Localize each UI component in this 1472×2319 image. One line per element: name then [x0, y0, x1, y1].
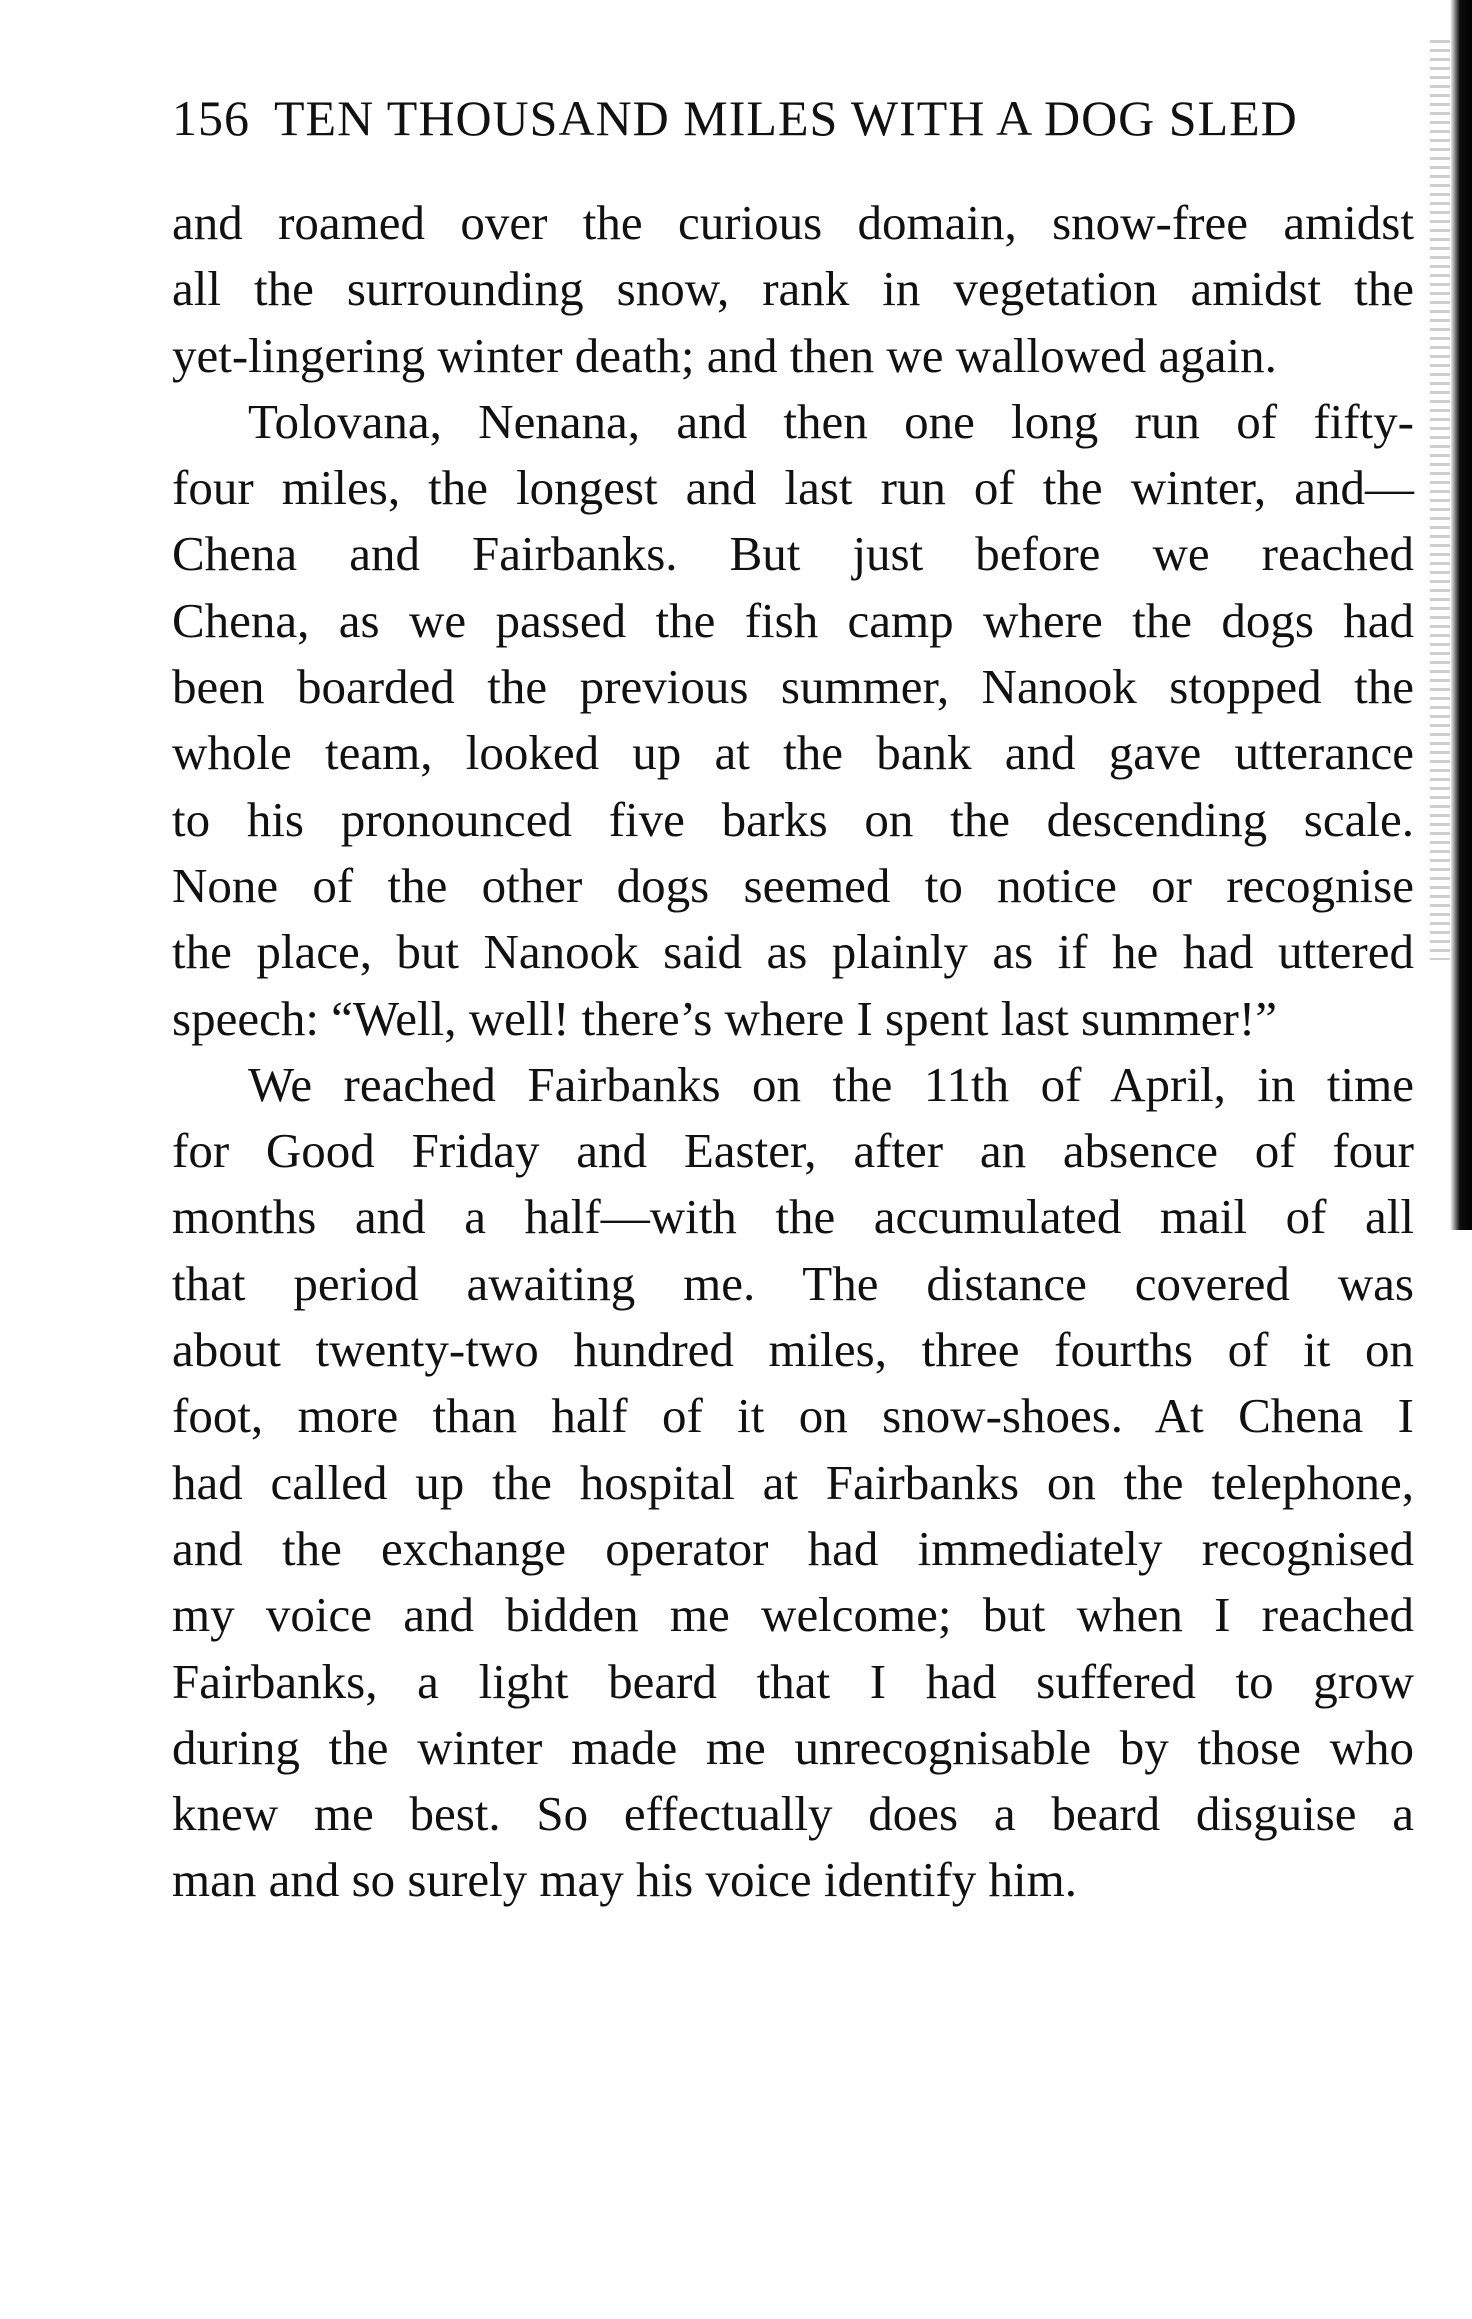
text-line: Fairbanks, a light beard that I had suffered to grow	[172, 1653, 1414, 1709]
text-line: and roamed over the curious domain, snow-free amidst	[172, 195, 1414, 250]
text-line: yet-lingering winter death; and then we wallowed again.	[172, 327, 1277, 383]
text-line: during the winter made me unrecognisable by those who	[172, 1719, 1414, 1775]
text-line: foot, more than half of it on snow-shoes. At Chena I	[172, 1388, 1414, 1444]
text-line: the place, but Nanook said as plainly as if he had uttered	[172, 924, 1414, 980]
text-line: Chena and Fairbanks. But just before we reached	[172, 526, 1414, 582]
text-line: that period awaiting me. The distance covered was	[172, 1255, 1414, 1311]
text-line: whole team, looked up at the bank and gave utterance	[172, 725, 1414, 781]
text-line: all the surrounding snow, rank in vegetation amidst the	[172, 261, 1414, 317]
text-line: four miles, the longest and last run of the winter, and—	[172, 460, 1414, 516]
text-line: been boarded the previous summer, Nanook stopped the	[172, 659, 1414, 715]
text-line: my voice and bidden me welcome; but when I reached	[172, 1587, 1414, 1643]
text-line: speech: “Well, well! there’s where I spent last summer!”	[172, 990, 1277, 1046]
binding-edge-speckle	[1430, 40, 1450, 960]
text-line: knew me best. So effectually does a beard disguise a	[172, 1786, 1414, 1842]
page-number: 156	[172, 90, 250, 146]
paragraph-start-line: Tolovana, Nenana, and then one long run of fifty-	[248, 393, 1414, 449]
binding-edge-shadow	[1450, 0, 1472, 1230]
text-line: and the exchange operator had immediately recognised	[172, 1520, 1414, 1576]
running-head	[172, 88, 1412, 148]
text-line: months and a half—with the accumulated mail of all	[172, 1189, 1414, 1245]
body-text	[172, 190, 1414, 1914]
text-line: for Good Friday and Easter, after an absence of four	[172, 1123, 1414, 1179]
text-line: None of the other dogs seemed to notice or recognise	[172, 857, 1414, 913]
running-title: TEN THOUSAND MILES WITH A DOG SLED	[274, 90, 1298, 146]
text-line: about twenty-two hundred miles, three fourths of it on	[172, 1322, 1414, 1378]
text-line: Chena, as we passed the fish camp where the dogs had	[172, 592, 1414, 648]
text-line: to his pronounced five barks on the descending scale.	[172, 791, 1414, 847]
paragraph-start-line: We reached Fairbanks on the 11th of April, in time	[248, 1056, 1414, 1112]
text-line: man and so surely may his voice identify him.	[172, 1852, 1077, 1908]
text-line: had called up the hospital at Fairbanks on the telephone,	[172, 1454, 1414, 1510]
